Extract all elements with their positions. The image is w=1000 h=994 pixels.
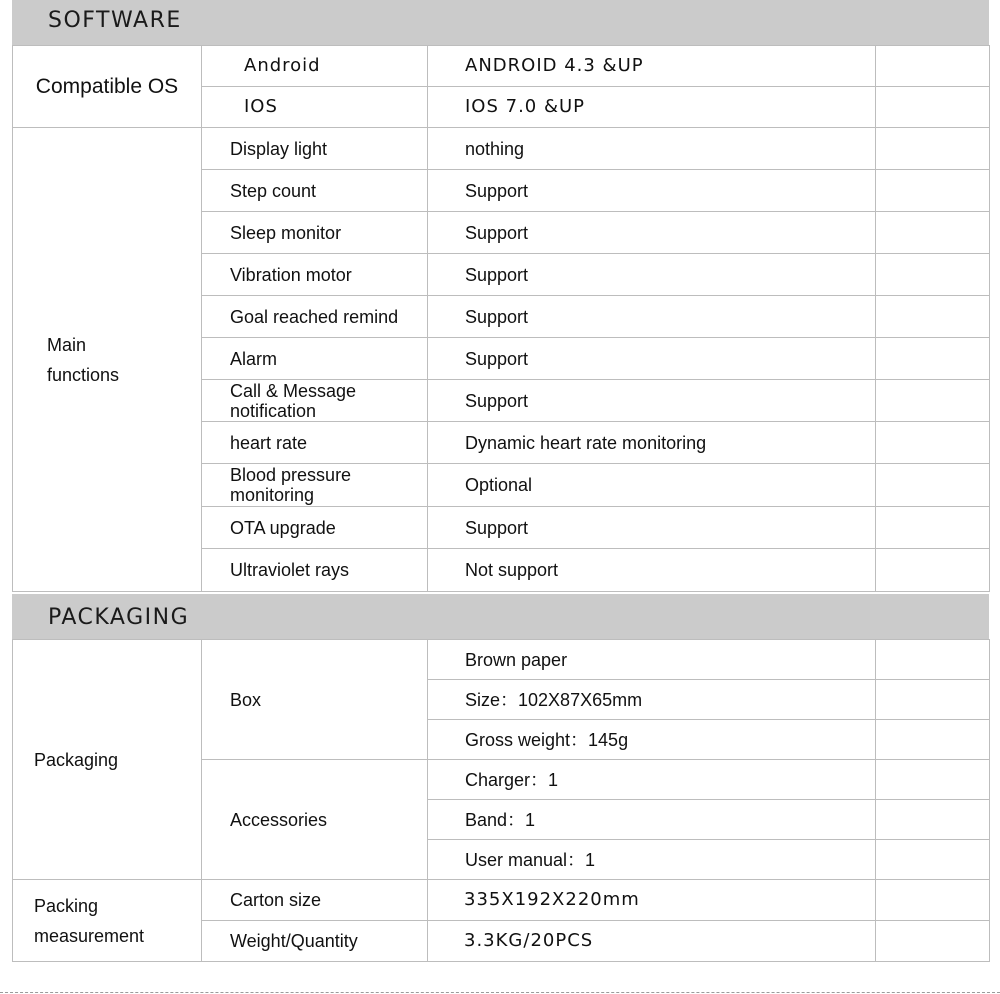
blank-cell	[876, 338, 990, 380]
measurement-value: 335X192X220mm	[428, 880, 876, 921]
box-value: Brown paper	[428, 640, 876, 680]
function-value: Support	[428, 212, 876, 254]
function-label: Step count	[202, 170, 428, 212]
measurement-label: Carton size	[202, 880, 428, 921]
blank-cell	[876, 800, 990, 840]
function-label-line2: notification	[230, 400, 317, 421]
function-value: Support	[428, 296, 876, 338]
function-value: nothing	[428, 128, 876, 170]
os-value-ios: IOS 7.0 &UP	[428, 87, 876, 128]
blank-cell	[876, 212, 990, 254]
function-value: Not support	[428, 549, 876, 592]
blank-cell	[876, 254, 990, 296]
packing-measurement-line1: Packing	[34, 895, 99, 916]
accessories-value: User manual：1	[428, 840, 876, 880]
blank-cell	[876, 720, 990, 760]
software-section-header	[12, 0, 989, 45]
main-functions-line1: Main	[47, 334, 87, 355]
function-value: Support	[428, 254, 876, 296]
packaging-heading: PACKAGING	[48, 605, 190, 630]
box-label: Box	[202, 640, 428, 760]
os-value-android: ANDROID 4.3 &UP	[428, 46, 876, 87]
function-label	[202, 380, 428, 422]
dashed-divider	[0, 992, 1000, 993]
function-label-line1: Blood pressure	[230, 465, 352, 485]
function-value: Support	[428, 170, 876, 212]
function-label: OTA upgrade	[202, 507, 428, 549]
function-label: Alarm	[202, 338, 428, 380]
table-row	[13, 128, 990, 170]
blank-cell	[876, 87, 990, 128]
compatible-os-group-label	[13, 46, 202, 128]
blank-cell	[876, 170, 990, 212]
table-row	[13, 880, 990, 921]
os-label-android: Android	[202, 46, 428, 87]
blank-cell	[876, 840, 990, 880]
function-label: Vibration motor	[202, 254, 428, 296]
function-label: Goal reached remind	[202, 296, 428, 338]
blank-cell	[876, 464, 990, 507]
blank-cell	[876, 880, 990, 921]
main-functions-line2: functions	[47, 364, 120, 385]
main-functions-group-label	[13, 128, 202, 592]
blank-cell	[876, 422, 990, 464]
function-value: Support	[428, 380, 876, 422]
blank-cell	[876, 128, 990, 170]
accessories-value: Band：1	[428, 800, 876, 840]
function-label: Display light	[202, 128, 428, 170]
software-spec-table	[12, 45, 990, 592]
function-label	[202, 464, 428, 507]
blank-cell	[876, 921, 990, 962]
table-row	[13, 46, 990, 87]
measurement-label: Weight/Quantity	[202, 921, 428, 962]
compatible-os-text: Compatible OS	[35, 74, 179, 98]
function-value: Support	[428, 338, 876, 380]
function-value: Dynamic heart rate monitoring	[428, 422, 876, 464]
packaging-spec-table	[12, 639, 990, 962]
packing-measurement-line2: measurement	[34, 925, 145, 946]
function-label-line1: Call & Message	[230, 380, 357, 401]
function-label: heart rate	[202, 422, 428, 464]
function-label: Ultraviolet rays	[202, 549, 428, 592]
blank-cell	[876, 640, 990, 680]
function-label: Sleep monitor	[202, 212, 428, 254]
blank-cell	[876, 549, 990, 592]
box-value: Gross weight：145g	[428, 720, 876, 760]
packaging-section-header	[12, 594, 989, 639]
packaging-group-label: Packaging	[13, 640, 202, 880]
measurement-value: 3.3KG/20PCS	[428, 921, 876, 962]
blank-cell	[876, 680, 990, 720]
blank-cell	[876, 296, 990, 338]
os-label-ios: IOS	[202, 87, 428, 128]
blank-cell	[876, 760, 990, 800]
accessories-value: Charger：1	[428, 760, 876, 800]
packing-measurement-group-label	[13, 880, 202, 962]
function-label-line2: monitoring	[230, 485, 315, 505]
box-value: Size：102X87X65mm	[428, 680, 876, 720]
blank-cell	[876, 507, 990, 549]
blank-cell	[876, 380, 990, 422]
blank-cell	[876, 46, 990, 87]
accessories-label: Accessories	[202, 760, 428, 880]
function-value: Optional	[428, 464, 876, 507]
software-heading: SOFTWARE	[48, 8, 182, 33]
table-row	[13, 640, 990, 680]
function-value: Support	[428, 507, 876, 549]
